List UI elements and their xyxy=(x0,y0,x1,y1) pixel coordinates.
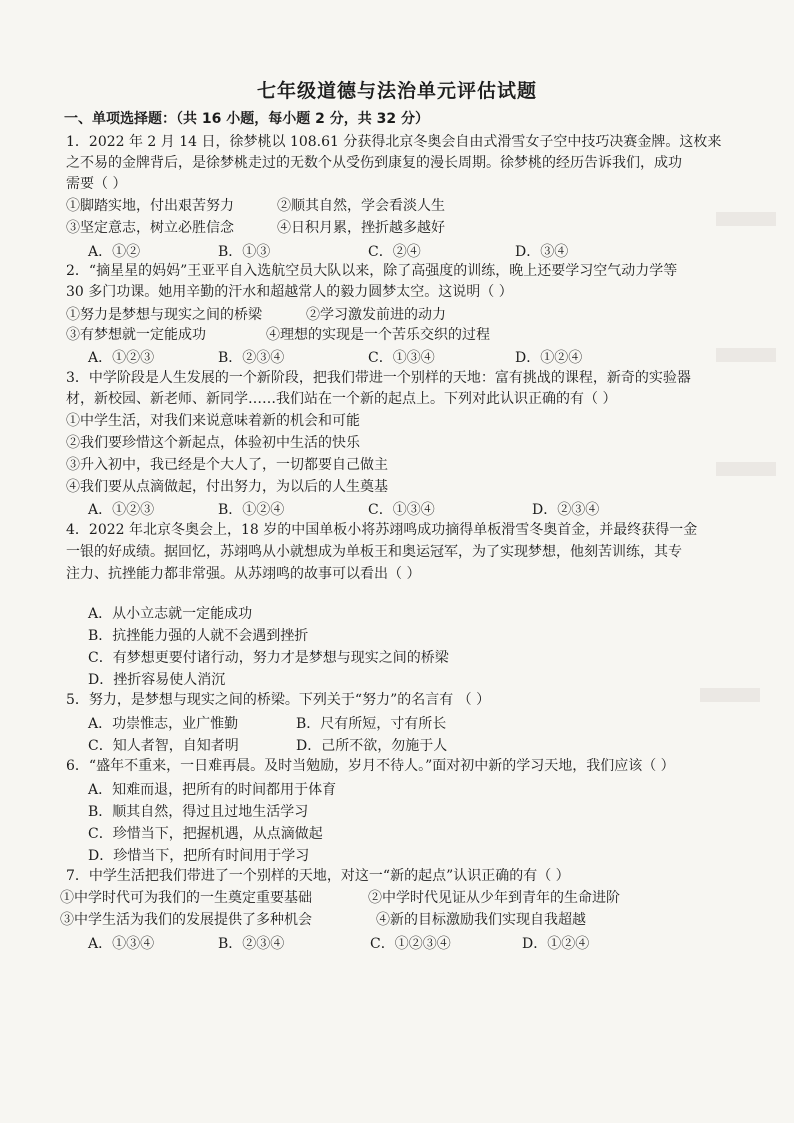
q5-option-a[interactable]: A．功崇惟志，业广惟勤 xyxy=(88,716,239,732)
q1-stem-line-2: 之不易的金牌背后，是徐梦桃走过的无数个从受伤到康复的漫长周期。徐梦桃的经历告诉我们，成功 xyxy=(66,155,682,171)
q7-option-c[interactable]: C．①②③④ xyxy=(370,936,451,952)
q2-option-a[interactable]: A．①②③ xyxy=(88,350,155,366)
bleed-through-mark xyxy=(716,212,776,226)
q2-option-c[interactable]: C．①③④ xyxy=(368,350,435,366)
q1-statement-2: ②顺其自然，学会看淡人生 xyxy=(277,198,445,214)
q3-option-c[interactable]: C．①③④ xyxy=(368,502,435,518)
q5-option-c[interactable]: C．知人者智，自知者明 xyxy=(88,738,239,754)
bleed-through-mark xyxy=(700,688,760,702)
q6-option-c[interactable]: C．珍惜当下，把握机遇，从点滴做起 xyxy=(88,826,323,842)
q7-option-b[interactable]: B．②③④ xyxy=(218,936,285,952)
q7-stem: 7．中学生活把我们带进了一个别样的天地，对这一“新的起点”认识正确的有（ ） xyxy=(66,868,570,884)
q2-statement-2: ②学习激发前进的动力 xyxy=(306,307,446,323)
q2-statement-1: ①努力是梦想与现实之间的桥梁 xyxy=(66,307,262,323)
q7-option-a[interactable]: A．①③④ xyxy=(88,936,155,952)
q3-statement-1: ①中学生活，对我们来说意味着新的机会和可能 xyxy=(66,413,360,429)
q3-stem-line-1: 3．中学阶段是人生发展的一个新阶段，把我们带进一个别样的天地：富有挑战的课程，新奇的实验器 xyxy=(66,370,691,386)
q6-option-a[interactable]: A．知难而退，把所有的时间都用于体育 xyxy=(88,782,337,798)
q3-statement-4: ④我们要从点滴做起，付出努力，为以后的人生奠基 xyxy=(66,479,388,495)
q4-stem-line-2: 一银的好成绩。据回忆，苏翊鸣从小就想成为单板王和奥运冠军，为了实现梦想，他刻苦训练，其专 xyxy=(66,544,682,560)
q1-option-b[interactable]: B．①③ xyxy=(218,244,271,260)
q1-statement-1: ①脚踏实地，付出艰苦努力 xyxy=(66,198,234,214)
q6-option-d[interactable]: D．珍惜当下，把所有时间用于学习 xyxy=(88,848,310,864)
q1-stem-line-3: 需要（ ） xyxy=(66,176,127,192)
q7-statement-2: ②中学时代见证从少年到青年的生命进阶 xyxy=(368,890,620,906)
q2-option-d[interactable]: D．①②④ xyxy=(515,350,583,366)
q1-option-d[interactable]: D．③④ xyxy=(515,244,569,260)
page-title: 七年级道德与法治单元评估试题 xyxy=(256,80,537,102)
q4-stem-line-1: 4．2022 年北京冬奥会上，18 岁的中国单板小将苏翊鸣成功摘得单板滑雪冬奥首金，并最终获得一金 xyxy=(66,522,698,538)
q4-option-c[interactable]: C．有梦想更要付诸行动，努力才是梦想与现实之间的桥梁 xyxy=(88,650,449,666)
q2-option-b[interactable]: B．②③④ xyxy=(218,350,285,366)
q2-stem-line-2: 30 多门功课。她用辛勤的汗水和超越常人的毅力圆梦太空。这说明（ ） xyxy=(66,284,513,300)
q4-option-d[interactable]: D．挫折容易使人消沉 xyxy=(88,672,226,688)
q3-statement-3: ③升入初中，我已经是个大人了，一切都要自己做主 xyxy=(66,457,388,473)
q3-stem-line-2: 材，新校园、新老师、新同学……我们站在一个新的起点上。下列对此认识正确的有（ ） xyxy=(66,391,617,407)
q5-option-d[interactable]: D．己所不欲，勿施于人 xyxy=(296,738,448,754)
section-heading: 一、单项选择题：（共 16 小题，每小题 2 分，共 32 分） xyxy=(64,111,429,127)
q4-option-b[interactable]: B．抗挫能力强的人就不会遇到挫折 xyxy=(88,628,309,644)
q2-stem-line-1: 2．“摘星星的妈妈”王亚平自入选航空员大队以来，除了高强度的训练，晚上还要学习空气动力学等 xyxy=(66,263,678,279)
q3-option-a[interactable]: A．①②③ xyxy=(88,502,155,518)
q3-option-d[interactable]: D．②③④ xyxy=(532,502,600,518)
q7-statement-1: ①中学时代可为我们的一生奠定重要基础 xyxy=(60,890,312,906)
q4-stem-line-3: 注力、抗挫能力都非常强。从苏翊鸣的故事可以看出（ ） xyxy=(66,566,421,582)
q7-statement-4: ④新的目标激励我们实现自我超越 xyxy=(376,912,586,928)
bleed-through-mark xyxy=(716,348,776,362)
q1-option-a[interactable]: A．①② xyxy=(88,244,141,260)
q1-statement-4: ④日积月累，挫折越多越好 xyxy=(277,220,445,236)
q2-statement-3: ③有梦想就一定能成功 xyxy=(66,327,206,343)
q1-statement-3: ③坚定意志，树立必胜信念 xyxy=(66,220,234,236)
q6-stem: 6．“盛年不重来，一日难再晨。及时当勉励，岁月不待人。”面对初中新的学习天地，我们应该（ ） xyxy=(66,758,675,774)
q2-statement-4: ④理想的实现是一个苦乐交织的过程 xyxy=(266,327,490,343)
q7-statement-3: ③中学生活为我们的发展提供了多种机会 xyxy=(60,912,312,928)
q1-option-c[interactable]: C．②④ xyxy=(368,244,421,260)
q3-statement-2: ②我们要珍惜这个新起点，体验初中生活的快乐 xyxy=(66,435,360,451)
q1-stem-line-1: 1．2022 年 2 月 14 日，徐梦桃以 108.61 分获得北京冬奥会自由式滑雪女子空中技巧决赛金牌。这枚来 xyxy=(66,134,722,150)
q4-option-a[interactable]: A．从小立志就一定能成功 xyxy=(88,606,253,622)
q5-stem: 5．努力，是梦想与现实之间的桥梁。下列关于“努力”的名言有 （ ） xyxy=(66,692,491,708)
bleed-through-mark xyxy=(716,462,776,476)
q6-option-b[interactable]: B．顺其自然，得过且过地生活学习 xyxy=(88,804,309,820)
q5-option-b[interactable]: B．尺有所短，寸有所长 xyxy=(296,716,447,732)
q3-option-b[interactable]: B．①②④ xyxy=(218,502,285,518)
q7-option-d[interactable]: D．①②④ xyxy=(522,936,590,952)
